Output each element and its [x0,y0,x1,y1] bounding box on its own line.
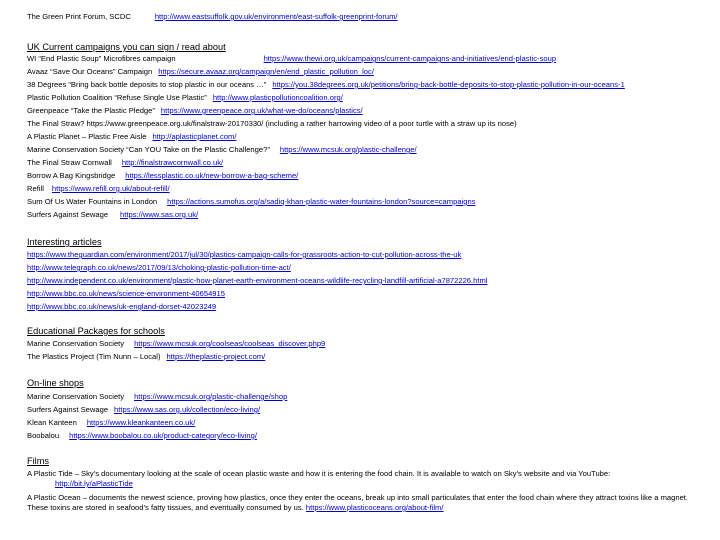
campaign-link[interactable]: https://actions.sumofus.org/a/sadiq-khan-plastic-water-fountains-london?source=campaigns [167,197,476,206]
campaign-item: Avaaz “Save Our Oceans” Campaign https://secure.avaaz.org/campaign/en/end_plastic_pollution_loc/ [27,67,374,76]
film-link[interactable]: http://bit.ly/aPlasticTide [55,479,133,488]
campaign-item: Surfers Against Sewage https://www.sas.org.uk/ [27,210,199,219]
package-link[interactable]: https://www.mcsuk.org/coolseas/coolseas_discover.php9 [134,339,326,348]
article-link[interactable]: http://www.telegraph.co.uk/news/2017/09/13/choking-plastic-pollution-time-act/ [27,263,291,272]
article-item [27,302,216,312]
campaign-item: WI “End Plastic Soup” Microfibres campaign https://www.thewi.org.uk/campaigns/current-campaigns-and-initiatives/end-plastic-soup [27,54,557,63]
shop-link[interactable]: https://www.kleankanteen.co.uk/ [86,418,196,427]
film-item-link-row [27,479,133,489]
campaign-link[interactable]: http://www.plasticpollutioncoalition.org/ [212,93,343,102]
section-heading-films: Films [27,456,49,466]
campaign-link[interactable]: http://finalstrawcornwall.co.uk/ [121,158,224,167]
campaign-link[interactable]: https://www.greenpeace.org.uk/what-we-do/oceans/plastics/ [160,106,363,115]
campaign-item: The Final Straw Cornwall http://finalstrawcornwall.co.uk/ [27,158,224,167]
campaign-link[interactable]: https://you.38degrees.org.uk/petitions/bring-back-bottle-deposits-to-stop-plastic-pollution-in-our-oceans-1 [272,80,625,89]
section-heading-shops: On-line shops [27,378,84,388]
shop-item: Marine Conservation Society https://www.mcsuk.org/plastic-challenge/shop [27,392,288,401]
header-title: The Green Print Forum, SCDC [27,12,131,21]
film-item: A Plastic Ocean – documents the newest science, proving how plastics, once they enter the oceans, break up into small particulates that enter the food chain where they attract toxins like a magnet. These toxins are stored in seafood’s fatty tissues, and eventually consumed by us. https://www.plasticoceans.org/about-film/ [27,493,689,512]
shop-link[interactable]: https://www.boobalou.co.uk/product-category/eco-living/ [69,431,257,440]
package-item: The Plastics Project (Tim Nunn – Local) https://theplastic-project.com/ [27,352,266,361]
shop-item: Klean Kanteen https://www.kleankanteen.co.uk/ [27,418,196,427]
campaign-link[interactable]: https://lessplastic.co.uk/new-borrow-a-bag-scheme/ [125,171,299,180]
campaign-item: Greenpeace “Take the Plastic Pledge” https://www.greenpeace.org.uk/what-we-do/oceans/plastics/ [27,106,363,115]
header-link[interactable]: http://www.eastsuffolk.gov.uk/environment/east-suffolk-greenprint-forum/ [154,12,398,21]
campaign-link[interactable]: https://secure.avaaz.org/campaign/en/end_plastic_pollution_loc/ [158,67,374,76]
article-link[interactable]: https://www.theguardian.com/environment/2017/jul/30/plastics-campaign-calls-for-grassroots-action-to-cut-pollution-across-the-uk [27,250,462,259]
article-item [27,263,291,273]
campaign-link[interactable]: https://www.thewi.org.uk/campaigns/current-campaigns-and-initiatives/end-plastic-soup [263,54,557,63]
article-link[interactable]: http://www.bbc.co.uk/news/uk-england-dorset-42023249 [27,302,217,311]
shop-item: Surfers Against Sewage https://www.sas.org.uk/collection/eco-living/ [27,405,261,414]
campaign-item: Plastic Pollution Coalition “Refuse Single Use Plastic” http://www.plasticpollutioncoalition.org/ [27,93,343,102]
campaign-item: Borrow A Bag Kingsbridge https://lessplastic.co.uk/new-borrow-a-bag-scheme/ [27,171,299,180]
package-item: Marine Conservation Society https://www.mcsuk.org/coolseas/coolseas_discover.php9 [27,339,326,348]
campaign-link[interactable]: http://aplasticplanet.com/ [152,132,237,141]
campaign-item: Marine Conservation Society “Can YOU Take on the Plastic Challenge?” https://www.mcsuk.org/plastic-challenge/ [27,145,417,154]
campaign-item: Sum Of Us Water Fountains in London https://actions.sumofus.org/a/sadiq-khan-plastic-water-fountains-london?source=campaigns [27,197,476,206]
campaign-item: 38 Degrees “Bring back bottle deposits to stop plastic in our oceans …” https://you.38degrees.org.uk/petitions/bring-back-bottle-deposits-to-stop-plastic-pollution-in-our-oceans-1 [27,80,625,89]
campaign-link[interactable]: https://www.refill.org.uk/about-refill/ [51,184,170,193]
shop-item: Boobalou https://www.boobalou.co.uk/product-category/eco-living/ [27,431,257,440]
article-link[interactable]: http://www.bbc.co.uk/news/science-environment-40654915 [27,289,225,298]
film-link[interactable]: https://www.plasticoceans.org/about-film/ [305,503,444,512]
shop-link[interactable]: https://www.mcsuk.org/plastic-challenge/shop [134,392,288,401]
campaign-link[interactable]: https://www.mcsuk.org/plastic-challenge/ [279,145,417,154]
article-item [27,276,488,286]
campaign-item: Refill https://www.refill.org.uk/about-refill/ [27,184,170,193]
campaign-link[interactable]: https://www.sas.org.uk/ [120,210,199,219]
article-item [27,289,225,299]
film-item: A Plastic Tide – Sky’s documentary looking at the scale of ocean plastic waste and how it is entering the food chain. It is available to watch on Sky’s website and via YouTube: [27,469,611,478]
section-heading-articles: Interesting articles [27,237,102,247]
article-item [27,250,461,260]
shop-link[interactable]: https://www.sas.org.uk/collection/eco-living/ [114,405,261,414]
section-heading-packages: Educational Packages for schools [27,326,165,336]
campaign-item: A Plastic Planet – Plastic Free Aisle http://aplasticplanet.com/ [27,132,237,141]
header-row [27,12,398,22]
article-link[interactable]: http://www.independent.co.uk/environment/plastic-how-planet-earth-environment-oceans-wildlife-recycling-landfill-artificial-a7872226.html [27,276,488,285]
campaign-item: The Final Straw? https://www.greenpeace.org.uk/finalstraw-20170330/ (including a rather harrowing video of a poor turtle with a straw up its nose) [27,119,517,128]
package-link[interactable]: https://theplastic-project.com/ [166,352,266,361]
section-heading-campaigns: UK Current campaigns you can sign / read about [27,42,226,52]
